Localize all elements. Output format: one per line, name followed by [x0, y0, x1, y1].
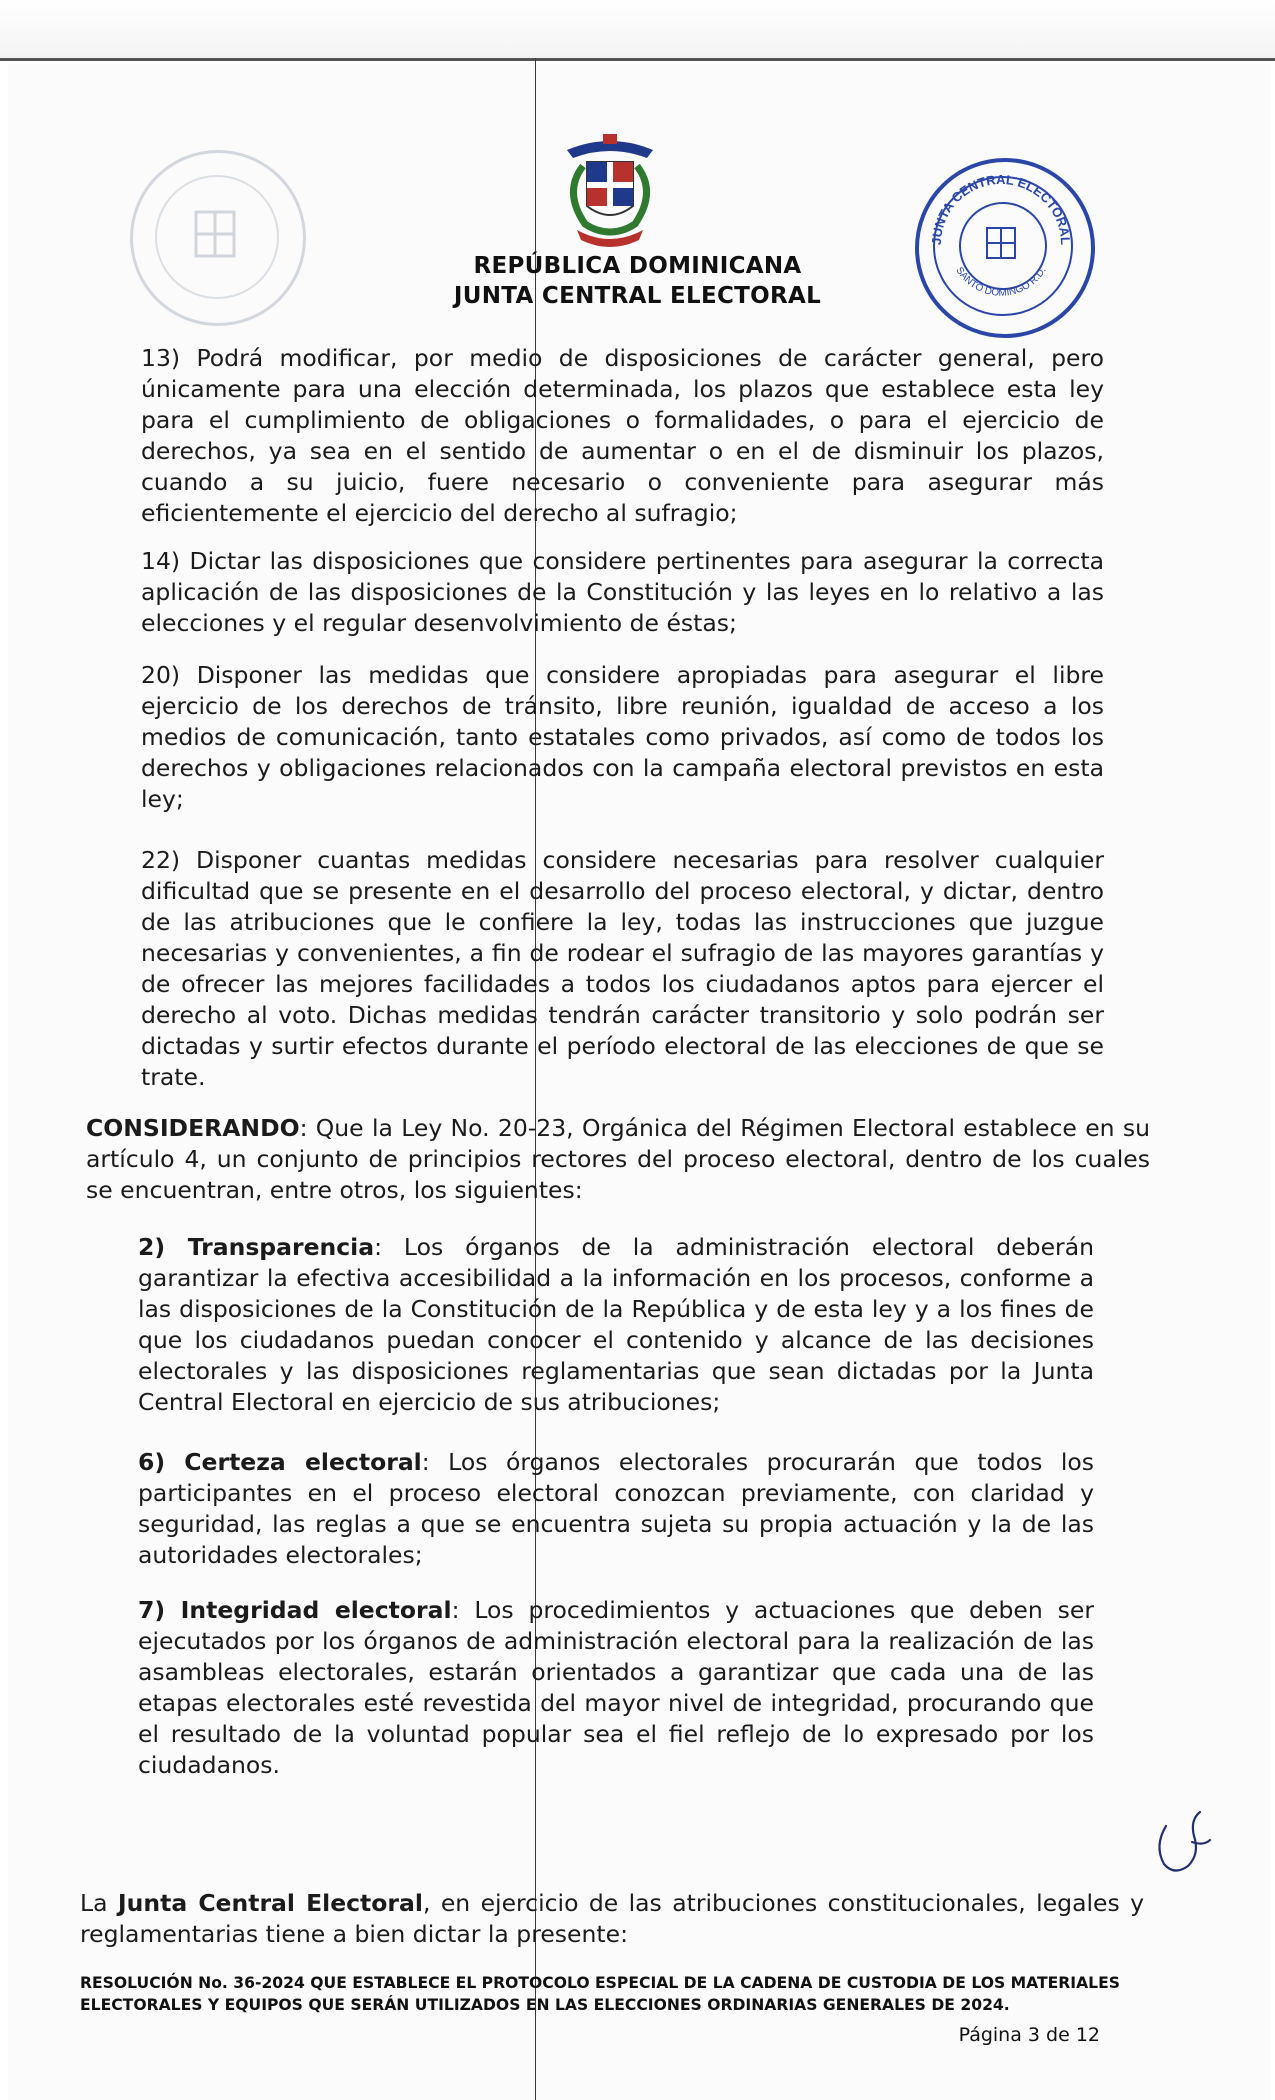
junta-central-electoral-seal-icon	[915, 158, 1095, 338]
closing-prefix: La	[80, 1889, 118, 1917]
integridad-label: 7) Integridad electoral	[138, 1596, 452, 1624]
footer-resolution-title: RESOLUCIÓN No. 36-2024 QUE ESTABLECE EL PROTOCOLO ESPECIAL DE LA CADENA DE CUSTODIA DE LOS MATERIALES ELECTORALES Y EQUIPOS QUE SERÁN UTILIZADOS EN LAS ELECCIONES ORDINARIAS GENERALES DE 2024.	[80, 1974, 1120, 2014]
page-number: Página 3 de 12	[958, 2024, 1100, 2046]
transparencia-text: : Los órganos de la administración electoral deberán garantizar la efectiva accesibilidad a la información en los procesos, conforme a las disposiciones de la Constitución de la República y de esta ley y a los fines de que los ciudadanos puedan conocer el contenido y alcance de las decisiones electorales y las disposiciones reglamentarias que sean dictadas por la Junta Central Electoral en ejercicio de sus atribuciones;	[138, 1233, 1094, 1416]
coat-of-arms-icon	[555, 132, 665, 250]
paragraph-14: 14) Dictar las disposiciones que considere pertinentes para asegurar la correcta aplicación de las disposiciones de la Constitución y las leyes en lo relativo a las elecciones y el regular desenvolvimiento de éstas;	[141, 547, 1104, 637]
transparencia-label: 2) Transparencia	[138, 1233, 375, 1261]
considerando-text: : Que la Ley No. 20-23, Orgánica del Régimen Electoral establece en su artículo 4, un conjunto de principios rectores del proceso electoral, dentro de los cuales se encuentran, entre otros, los siguientes:	[86, 1114, 1150, 1204]
svg-text:SANTO DOMINGO R.D.	[953, 265, 1048, 299]
closing-bold: Junta Central Electoral	[117, 1889, 423, 1917]
seal-text-ring	[915, 158, 1087, 330]
closing-paragraph	[80, 1888, 1144, 1950]
principle-integridad	[138, 1595, 1094, 1781]
paragraph-13: 13) Podrá modificar, por medio de disposiciones de carácter general, pero únicamente para una elección determinada, los plazos que establece esta ley para el cumplimiento de obligaciones o formalidades, o para el ejercicio de derechos, ya sea en el sentido de aumentar o en el de disminuir los plazos, cuando a su juicio, fuere necesario o conveniente para asegurar más eficientemente el ejercicio del derecho al sufragio;	[141, 344, 1104, 527]
paragraph-22: 22) Disponer cuantas medidas considere necesarias para resolver cualquier dificultad que se presente en el desarrollo del proceso electoral, y dictar, dentro de las atribuciones que le confiere la ley, todas las instrucciones que juzgue necesarias y convenientes, a fin de rodear el sufragio de las mayores garantías y de ofrecer las mejores facilidades a todos los ciudadanos aptos para ejercer el derecho al voto. Dichas medidas tendrán carácter transitorio y solo podrán ser dictadas y surtir efectos durante el período electoral de las elecciones de que se trate.	[141, 846, 1104, 1091]
seal-text-top: JUNTA CENTRAL ELECTORAL	[928, 171, 1074, 246]
certeza-label: 6) Certeza electoral	[138, 1448, 422, 1476]
paragraph-20: 20) Disponer las medidas que considere apropiadas para asegurar el libre ejercicio de los derechos de tránsito, libre reunión, igualdad de acceso a los medios de comunicación, tanto estatales como privados, así como de todos los derechos y obligaciones relacionados con la campaña electoral previstos en esta ley;	[141, 661, 1104, 813]
principle-transparencia	[138, 1232, 1094, 1418]
header-country: REPÚBLICA DOMINICANA	[473, 253, 802, 279]
certeza-text: : Los órganos electorales procurarán que todos los participantes en el proceso electoral conozcan previamente, con claridad y seguridad, las reglas a que se encuentra sujeta su propia actuación y la de las autoridades electorales;	[138, 1448, 1094, 1569]
handwritten-initials-icon	[1148, 1806, 1218, 1878]
header-institution: JUNTA CENTRAL ELECTORAL	[453, 283, 822, 309]
considerando-paragraph	[86, 1113, 1150, 1206]
closing-suffix: , en ejercicio de las atribuciones constitucionales, legales y reglamentarias tiene a bien dictar la presente:	[80, 1889, 1145, 1948]
seal-text-bottom: SANTO DOMINGO R.D.	[953, 265, 1049, 299]
integridad-text: : Los procedimientos y actuaciones que deben ser ejecutados por los órganos de administración electoral para la realización de las asambleas electorales, estarán orientados a garantizar que cada una de las etapas electorales esté revestida del mayor nivel de integridad, procurando que el resultado de la voluntad popular sea el fiel reflejo de lo expresado por los ciudadanos.	[138, 1596, 1094, 1779]
scan-top-band	[0, 0, 1275, 61]
principle-certeza	[138, 1447, 1094, 1571]
considerando-label: CONSIDERANDO	[86, 1114, 300, 1142]
